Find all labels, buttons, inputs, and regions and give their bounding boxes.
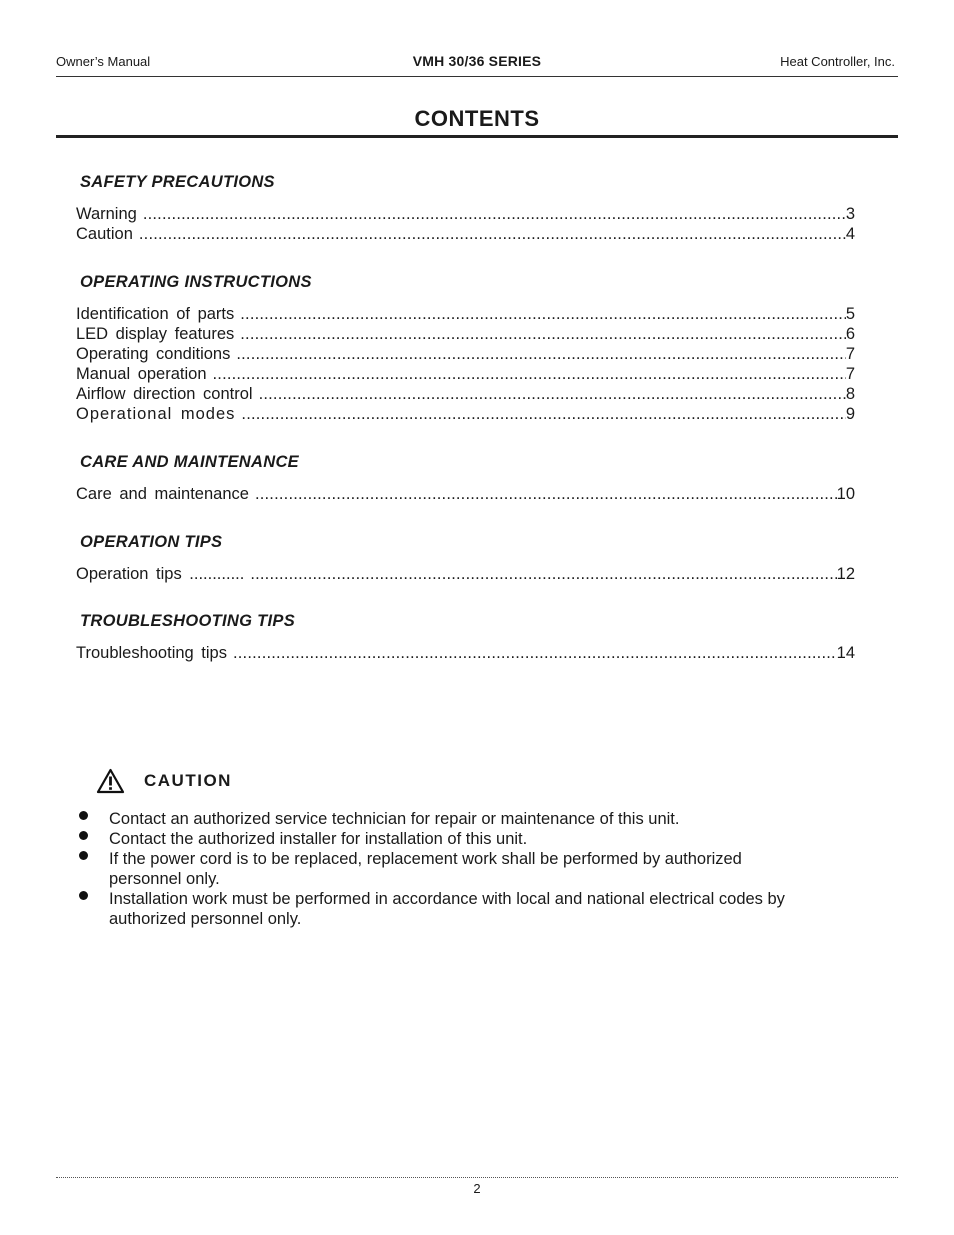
list-item xyxy=(76,889,829,929)
toc-entry-label: Operating conditions xyxy=(76,345,231,363)
header-series: VMH 30/36 SERIES xyxy=(412,53,542,69)
toc-leader-dots xyxy=(241,404,845,424)
toc-leader-dots xyxy=(255,484,837,504)
toc-entry-label: Operation tips ............ xyxy=(76,565,245,583)
toc-entry-label: Caution xyxy=(76,225,133,243)
toc-entry[interactable] xyxy=(76,344,855,364)
caution-header xyxy=(96,766,232,796)
toc-leader-dots xyxy=(236,344,845,364)
toc-entry-label: Manual operation xyxy=(76,365,207,383)
bullet-icon xyxy=(79,891,88,900)
toc-entry-page: 4 xyxy=(845,225,855,243)
toc-entry-page: 7 xyxy=(845,365,855,383)
caution-item-text: Contact the authorized installer for installation of this unit. xyxy=(109,830,528,848)
page-header xyxy=(56,54,898,76)
toc-entry[interactable] xyxy=(76,224,855,244)
page-number: 2 xyxy=(473,1181,481,1196)
header-divider xyxy=(56,76,898,77)
toc-leader-dots xyxy=(143,204,846,224)
toc-leader-dots xyxy=(139,224,846,244)
list-item xyxy=(76,829,856,849)
toc-section-care xyxy=(76,452,855,504)
toc-entry[interactable] xyxy=(76,643,855,663)
toc-leader-dots xyxy=(233,643,837,663)
toc-section-title: OPERATING INSTRUCTIONS xyxy=(80,273,312,291)
toc-section-title: TROUBLESHOOTING TIPS xyxy=(80,612,296,630)
toc-section-title: OPERATION TIPS xyxy=(80,533,223,551)
toc-entry-label: Warning xyxy=(76,205,137,223)
header-manual-type: Owner’s Manual xyxy=(56,54,151,69)
toc-leader-dots xyxy=(213,364,846,384)
toc-entry[interactable] xyxy=(76,384,855,404)
caution-item-text: Installation work must be performed in accordance with local and national electrical codes by authorized personnel only. xyxy=(109,890,785,928)
toc-entry-page: 14 xyxy=(836,644,855,662)
toc-entry[interactable] xyxy=(76,484,855,504)
toc-entry[interactable] xyxy=(76,324,855,344)
toc-entry-page: 12 xyxy=(836,565,855,583)
caution-list xyxy=(76,809,856,929)
toc-section-operating xyxy=(76,272,855,424)
header-company: Heat Controller, Inc. xyxy=(780,54,895,69)
toc-section-operation-tips xyxy=(76,532,855,584)
toc-entry-label: Care and maintenance xyxy=(76,485,249,503)
bullet-icon xyxy=(79,811,88,820)
toc-entry-page: 6 xyxy=(845,325,855,343)
toc-entry[interactable] xyxy=(76,304,855,324)
caution-item-text: Contact an authorized service technician for repair or maintenance of this unit. xyxy=(109,810,680,828)
caution-item-text: If the power cord is to be replaced, replacement work shall be performed by authorized personnel only. xyxy=(109,850,742,888)
toc-entry-label: Troubleshooting tips xyxy=(76,644,227,662)
toc-entry-label: Airflow direction control xyxy=(76,385,253,403)
toc-leader-dots xyxy=(240,324,846,344)
toc-leader-dots xyxy=(259,384,846,404)
bullet-icon xyxy=(79,851,88,860)
toc-leader-dots xyxy=(250,564,836,584)
title-divider xyxy=(56,135,898,138)
list-item xyxy=(76,809,856,829)
toc-entry-label: LED display features xyxy=(76,325,235,343)
toc-entry-page: 3 xyxy=(845,205,855,223)
toc-entry[interactable] xyxy=(76,204,855,224)
page-title: CONTENTS xyxy=(414,106,540,131)
toc-entry-page: 9 xyxy=(845,405,855,423)
toc-section-title: SAFETY PRECAUTIONS xyxy=(80,173,275,191)
caution-label: CAUTION xyxy=(144,771,232,790)
toc-section-safety xyxy=(76,172,855,244)
bullet-icon xyxy=(79,831,88,840)
toc-entry[interactable] xyxy=(76,404,855,424)
toc-entry-page: 5 xyxy=(845,305,855,323)
toc-section-troubleshooting xyxy=(76,611,855,663)
warning-triangle-icon xyxy=(96,768,125,794)
list-item xyxy=(76,849,749,889)
toc-entry-label: Operational modes xyxy=(76,405,236,423)
footer-divider xyxy=(56,1177,898,1178)
toc-section-title: CARE AND MAINTENANCE xyxy=(80,453,299,471)
toc-entry[interactable] xyxy=(76,364,855,384)
toc-entry-page: 7 xyxy=(845,345,855,363)
toc-entry-page: 10 xyxy=(836,485,855,503)
toc-entry-label: Identification of parts xyxy=(76,305,235,323)
toc-entry-page: 8 xyxy=(845,385,855,403)
toc-leader-dots xyxy=(240,304,846,324)
toc-entry[interactable] xyxy=(76,564,855,584)
